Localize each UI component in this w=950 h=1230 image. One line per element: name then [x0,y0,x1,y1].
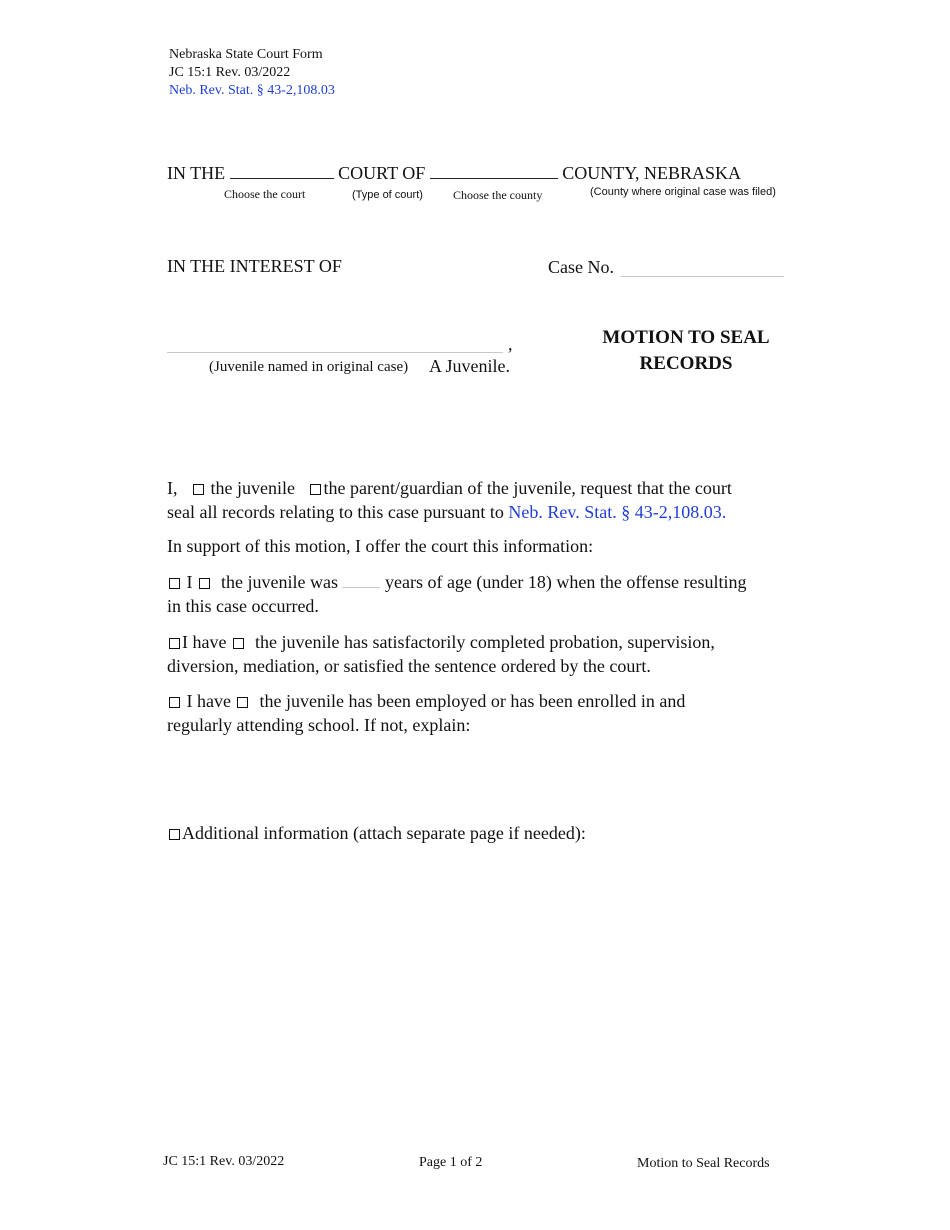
p1-i: I, [167,478,178,498]
p1-line2: seal all records relating to this case pursuant to [167,502,504,522]
court-select[interactable] [230,162,334,179]
hint-county-filed: (County where original case was filed) [590,186,776,198]
item2-line2: diversion, mediation, or satisfied the sentence ordered by the court. [167,656,651,676]
case-number-input[interactable] [621,258,784,277]
in-the-label: IN THE [167,163,226,183]
p1-statute-link[interactable]: Neb. Rev. Stat. § 43-2,108.03. [508,502,727,522]
request-paragraph [167,476,782,524]
statute-link[interactable]: Neb. Rev. Stat. § 43-2,108.03 [169,83,335,98]
item3-rest: the juvenile has been employed or has been enrolled in and [259,691,686,711]
footer-form-title: Motion to Seal Records [637,1156,770,1171]
juvenile-name-hint: (Juvenile named in original case) [209,359,409,375]
document-title [588,325,784,377]
p1-opt-juvenile: the juvenile [210,478,295,498]
item1-rest: years of age (under 18) when the offense resulting [384,572,747,592]
employment-item [167,689,782,737]
court-of-label: COURT OF [338,163,426,183]
explain-textarea[interactable] [167,740,782,810]
item1-i: I [186,572,193,592]
checkbox-age-juvenile[interactable] [199,578,210,589]
age-input[interactable] [342,571,380,588]
title-line-1: MOTION TO SEAL [602,327,770,348]
checkbox-age-i[interactable] [169,578,180,589]
title-line-2: RECORDS [639,353,733,374]
form-revision: JC 15:1 Rev. 03/2022 [169,65,291,80]
footer-form-id: JC 15:1 Rev. 03/2022 [163,1154,285,1169]
form-name: Nebraska State Court Form [169,47,323,62]
item4-label: Additional information (attach separate page if needed): [182,823,586,843]
item2-rest: the juvenile has satisfactorily completed probation, supervision, [254,632,715,652]
checkbox-probation-juvenile[interactable] [233,638,244,649]
footer-page-number: Page 1 of 2 [419,1155,483,1170]
case-no-label: Case No. [548,257,614,277]
comma: , [508,334,513,354]
item2-i-have: I have [182,632,227,652]
juvenile-name-input[interactable] [167,334,503,353]
additional-info-textarea[interactable] [167,852,782,1092]
age-item [167,570,782,618]
hint-choose-court: Choose the court [224,187,306,201]
support-intro: In support of this motion, I offer the court this information: [167,536,594,556]
checkbox-additional-info[interactable] [169,829,180,840]
caption-line [167,162,741,184]
item3-line2: regularly attending school. If not, explain: [167,715,471,735]
a-juvenile-label: A Juvenile. [429,356,510,376]
probation-item [167,630,782,678]
checkbox-employment-juvenile[interactable] [237,697,248,708]
hint-choose-county: Choose the county [453,188,543,202]
p1-opt-parent: the parent/guardian of the juvenile, request that the court [323,478,732,498]
checkbox-parent-guardian[interactable] [310,484,321,495]
county-select[interactable] [430,162,558,179]
checkbox-employment-i[interactable] [169,697,180,708]
item1-line2: in this case occurred. [167,596,319,616]
checkbox-juvenile[interactable] [193,484,204,495]
item3-i-have: I have [186,691,231,711]
additional-info-item [167,821,782,845]
checkbox-probation-i[interactable] [169,638,180,649]
county-nebraska-label: COUNTY, NEBRASKA [562,163,741,183]
item1-juvenile-was: the juvenile was [221,572,338,592]
hint-type-court: (Type of court) [352,189,423,201]
interest-of-label: IN THE INTEREST OF [167,256,342,276]
